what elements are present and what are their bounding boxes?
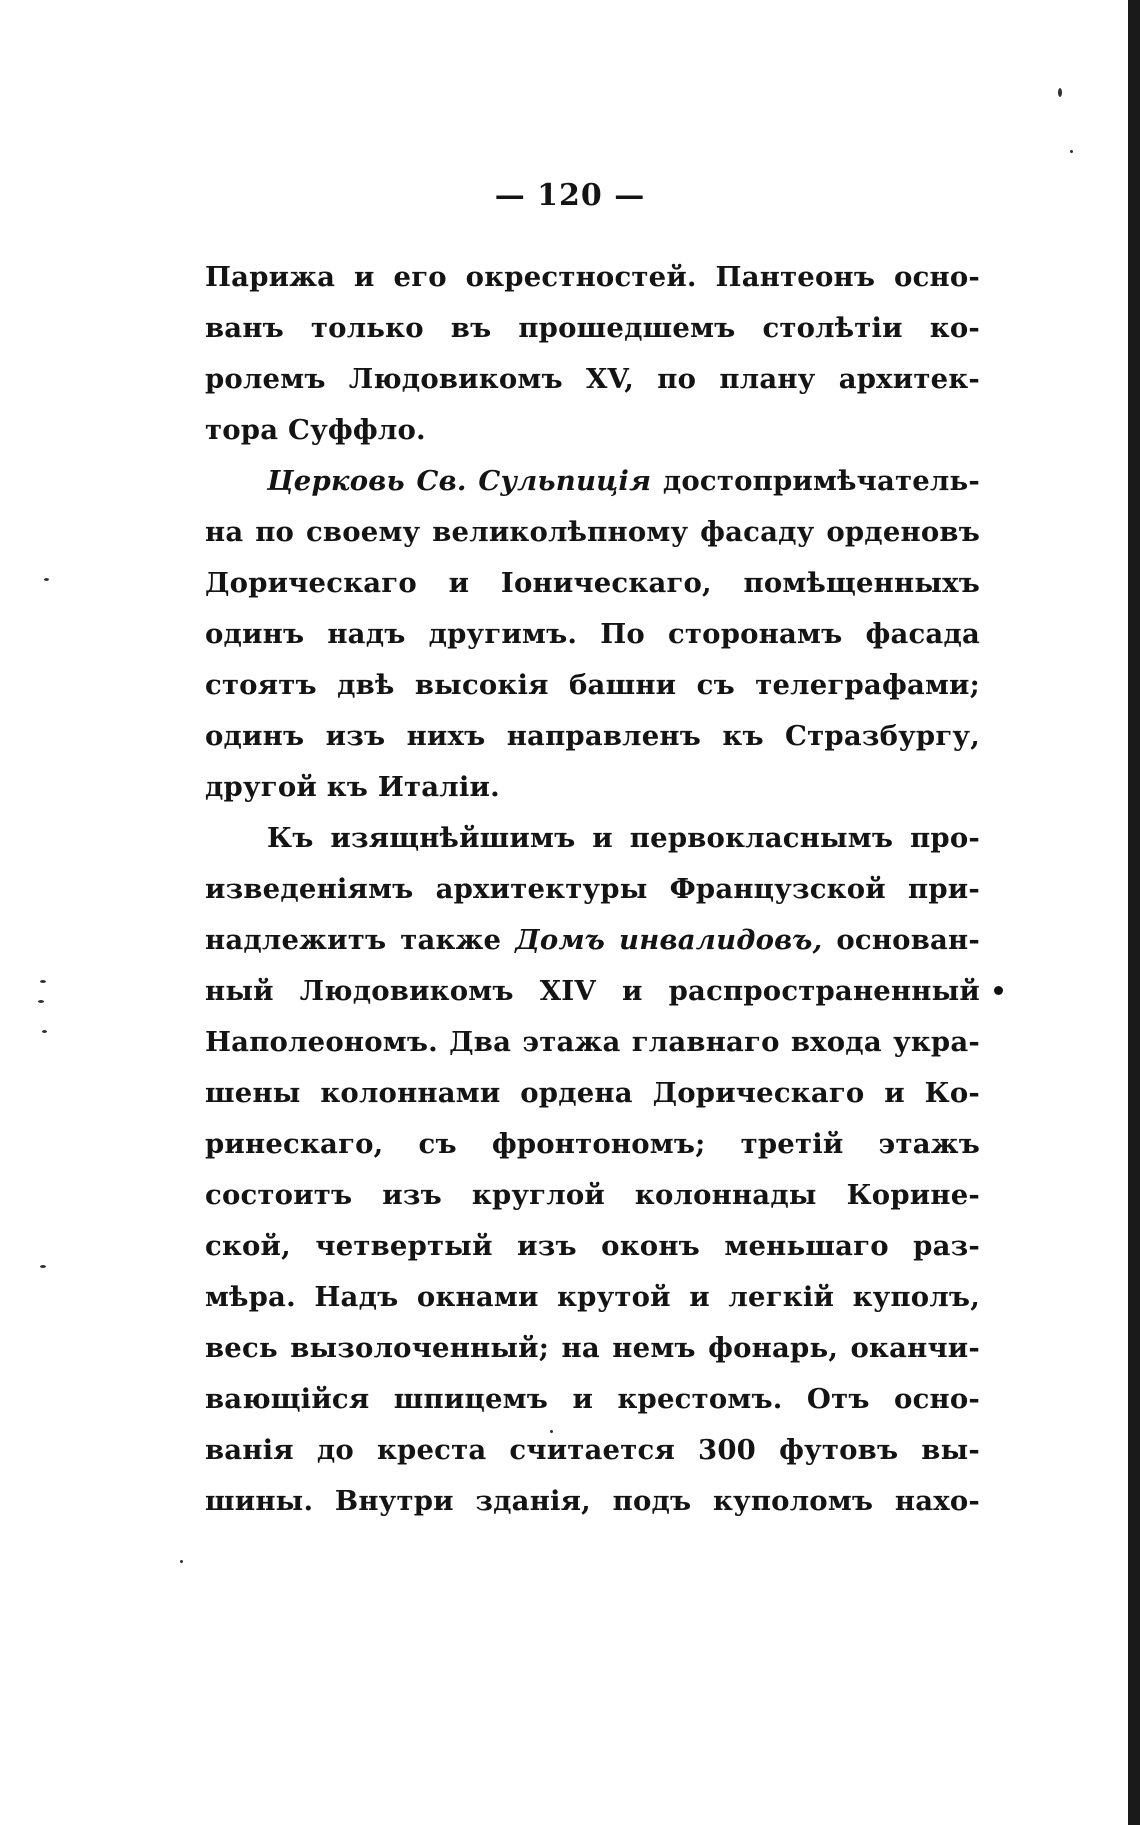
text-run: одинъ надъ другимъ. По сторонамъ фасада [205, 618, 980, 650]
text-line [205, 1374, 980, 1425]
text-run: ванъ только въ прошедшемъ столѣтіи ко- [205, 312, 980, 344]
text-run: Наполеономъ. Два этажа главнаго входа укра- [205, 1026, 980, 1058]
text-run: Дорическаго и Іоническаго, помѣщенныхъ [205, 567, 980, 599]
scan-speck [1058, 88, 1062, 97]
text-line [205, 1323, 980, 1374]
text-run: состоитъ изъ круглой колоннады Корине- [205, 1179, 980, 1211]
text-run: основан- [822, 924, 980, 956]
scan-speck [38, 1000, 44, 1003]
text-run: мѣра. Надъ окнами крутой и легкій куполъ, [205, 1281, 980, 1313]
text-run: надлежитъ также [205, 924, 516, 956]
text-run: шины. Внутри зданія, подъ куполомъ нахо- [205, 1485, 980, 1517]
text-run: на по своему великолѣпному фасаду орденовъ [205, 516, 980, 548]
scan-speck [44, 578, 49, 581]
text-run: стоятъ двѣ высокія башни съ телеграфами; [205, 669, 980, 701]
text-line [205, 558, 980, 609]
text-line [205, 1476, 980, 1527]
text-run: одинъ изъ нихъ направленъ къ Стразбургу, [205, 720, 980, 752]
italic-text: Домъ инвалидовъ, [515, 924, 823, 956]
text-run: достопримѣчатель- [651, 465, 980, 497]
text-run: ролемъ Людовикомъ XV, по плану архитек- [205, 363, 980, 395]
scan-speck [40, 980, 46, 983]
text-run: шены колоннами ордена Дорическаго и Ко- [205, 1077, 980, 1109]
text-line [205, 813, 980, 864]
text-line [205, 864, 980, 915]
text-line [205, 507, 980, 558]
text-line [205, 252, 980, 303]
text-run: весь вызолоченный; на немъ фонарь, оканчи- [205, 1332, 980, 1364]
scan-speck [180, 1560, 183, 1563]
page-edge-shadow [1128, 0, 1140, 1825]
text-line [205, 1221, 980, 1272]
paragraph [205, 456, 980, 813]
text-run: тора Суффло. [205, 414, 426, 446]
paragraph [205, 252, 980, 456]
text-run: вающійся шпицемъ и крестомъ. Отъ осно- [205, 1383, 980, 1415]
text-line [205, 711, 980, 762]
text-line [205, 1119, 980, 1170]
text-line [205, 1272, 980, 1323]
text-line [205, 609, 980, 660]
text-run: другой къ Италіи. [205, 771, 500, 803]
scan-speck [40, 1265, 46, 1268]
text-run: ванія до креста считается 300 футовъ вы- [205, 1434, 980, 1466]
text-line [205, 660, 980, 711]
paragraph [205, 813, 980, 1527]
text-line [205, 1017, 980, 1068]
text-line [205, 456, 980, 507]
page-number: — 120 — [494, 178, 646, 213]
text-line [205, 354, 980, 405]
text-line [205, 966, 980, 1017]
italic-text: Церковь Св. Сульпиція [267, 465, 652, 497]
scan-speck [42, 1030, 47, 1033]
text-line [205, 762, 980, 813]
text-line [205, 915, 980, 966]
text-run: Парижа и его окрестностей. Пантеонъ осно- [205, 261, 980, 293]
scan-speck [994, 986, 1003, 995]
text-run: изведеніямъ архитектуры Французской при- [205, 873, 980, 905]
text-run: ской, четвертый изъ оконъ меньшаго раз- [205, 1230, 980, 1262]
text-run: ринескаго, съ фронтономъ; третій этажъ [205, 1128, 980, 1160]
scan-speck [1070, 150, 1073, 153]
text-line [205, 1068, 980, 1119]
body-text [205, 252, 980, 1527]
text-run: ный Людовикомъ XIV и распространенный [205, 975, 980, 1007]
text-line [205, 1425, 980, 1476]
text-line [205, 303, 980, 354]
scan-speck [550, 1430, 553, 1433]
text-line [205, 1170, 980, 1221]
text-line [205, 405, 980, 456]
text-run: Къ изящнѣйшимъ и первокласнымъ про- [267, 822, 980, 854]
